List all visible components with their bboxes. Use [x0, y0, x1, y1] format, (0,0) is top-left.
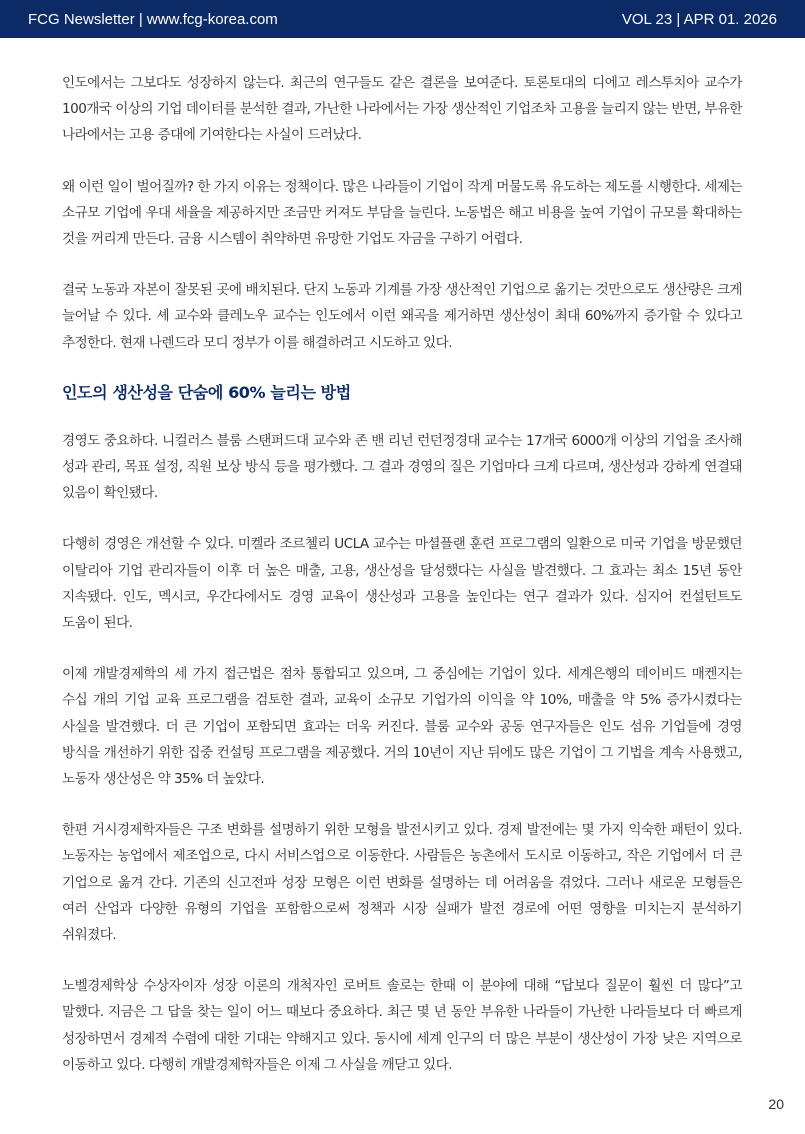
body-paragraph: 왜 이런 일이 벌어질까? 한 가지 이유는 정책이다. 많은 나라들이 기업이 작게 머물도록 유도하는 제도를 시행한다. 세제는 소규모 기업에 우대 세율을 제공하지만 조금만 커져도 부담을 늘린다. 노동법은 해고 비용을 높여 기업이 규모를 확대하는 것을 꺼리게 만든다. 금융 시스템이 취약하면 유망한 기업도 자금을 구하기 어렵다. — [62, 178, 742, 248]
body-paragraph: 경영도 중요하다. 니컬러스 블룸 스탠퍼드대 교수와 존 밴 리넌 런던정경대 교수는 17개국 6000개 이상의 기업을 조사해 성과 관리, 목표 설정, 직원 보상 방식 등을 평가했다. 그 결과 경영의 질은 기업마다 크게 다르며, 생산성과 강하게 연결돼 있음이 확인됐다. — [62, 432, 742, 502]
body-paragraph: 인도에서는 그보다도 성장하지 않는다. 최근의 연구들도 같은 결론을 보여준다. 토론토대의 디에고 레스투치아 교수가 100개국 이상의 기업 데이터를 분석한 결과, 가난한 나라에서는 가장 생산적인 기업조차 고용을 늘리지 않는 반면, 부유한 나라에서는 고용 증대에 기여한다는 사실이 드러났다. — [62, 75, 742, 144]
newsletter-site-label: FCG Newsletter | www.fcg-korea.com — [28, 10, 278, 28]
article-body — [62, 70, 742, 1103]
section-heading: 인도의 생산성을 단숨에 60% 늘리는 방법 — [62, 382, 351, 402]
body-paragraph: 노벨경제학상 수상자이자 성장 이론의 개척자인 로버트 솔로는 한때 이 분야에 대해 “답보다 질문이 훨씬 더 많다”고 말했다. 지금은 그 답을 찾는 일이 어느 때보다 중요하다. 최근 몇 년 동안 부유한 나라들이 가난한 나라들보다 더 빠르게 성장하면서 경제적 수렴에 대한 기대는 약해지고 있다. 동시에 세계 인구의 더 많은 부분이 생산성이 가장 낮은 지역으로 이동하고 있다. 다행히 개발경제학자들은 이제 그 사실을 깨닫고 있다. — [62, 978, 742, 1073]
issue-date-label: VOL 23 | APR 01. 2026 — [621, 10, 777, 28]
body-paragraph: 결국 노동과 자본이 잘못된 곳에 배치된다. 단지 노동과 기계를 가장 생산적인 기업으로 옮기는 것만으로도 생산량은 크게 늘어날 수 있다. 셰 교수와 클레노우 교수는 인도에서 이런 왜곡을 제거하면 생산성이 최대 60%까지 증가할 수 있다고 추정한다. 현재 나렌드라 모디 정부가 이를 해결하려고 시도하고 있다. — [62, 282, 742, 351]
body-paragraph: 다행히 경영은 개선할 수 있다. 미켈라 조르첼리 UCLA 교수는 마셜플랜 훈련 프로그램의 일환으로 미국 기업을 방문했던 이탈리아 기업 관리자들이 이후 더 높은 매출, 고용, 생산성을 달성했다는 사실을 발견했다. 그 효과는 최소 15년 동안 지속됐다. 인도, 멕시코, 우간다에서도 경영 교육이 생산성과 고용을 높인다는 연구 결과가 있다. 심지어 컨설턴트도 도움이 된다. — [62, 536, 742, 632]
body-paragraph: 한편 거시경제학자들은 구조 변화를 설명하기 위한 모형을 발전시키고 있다. 경제 발전에는 몇 가지 익숙한 패턴이 있다. 노동자는 농업에서 제조업으로, 다시 서비스업으로 이동한다. 사람들은 농촌에서 도시로 이동하고, 작은 기업에서 더 큰 기업으로 옮겨 간다. 기존의 신고전파 성장 모형은 이런 변화를 설명하는 데 어려움을 겪었다. 그러나 새로운 모형들은 여러 산업과 다양한 유형의 기업을 포함함으로써 정책과 시장 실패가 발전 경로에 어떤 영향을 미치는지 분석하기 쉬워졌다. — [62, 822, 742, 944]
newsletter-header — [0, 0, 805, 38]
body-paragraph: 이제 개발경제학의 세 가지 접근법은 점차 통합되고 있으며, 그 중심에는 기업이 있다. 세계은행의 데이비드 매켄지는 수십 개의 기업 교육 프로그램을 검토한 결과, 교육이 소규모 기업가의 이익을 약 10%, 매출을 약 5% 증가시켰다는 사실을 발견했다. 더 큰 기업이 포함되면 효과는 더욱 커진다. 블룸 교수와 공동 연구자들은 인도 섬유 기업들에 경영 방식을 개선하기 위한 집중 컨설팅 프로그램을 제공했다. 거의 10년이 지난 뒤에도 많은 기업이 그 기법을 계속 사용했고, 노동자 생산성은 약 35% 더 높았다. — [62, 666, 742, 788]
page-number: 20 — [768, 1096, 784, 1112]
